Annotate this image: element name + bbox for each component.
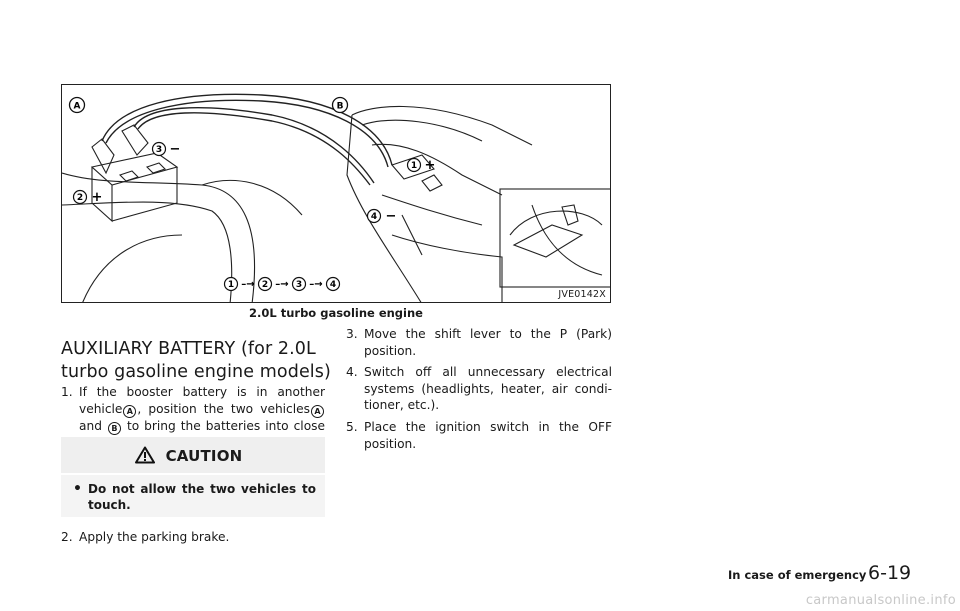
vehicle-b-icon: B bbox=[108, 422, 121, 435]
bullet-icon: • bbox=[73, 481, 82, 497]
vehicle-a-icon: A bbox=[311, 405, 324, 418]
caution-body bbox=[61, 475, 325, 517]
step-text: Place the ignition switch in the OFF position. bbox=[364, 420, 612, 451]
caution-header bbox=[61, 437, 325, 473]
terminal-3-sign: − bbox=[169, 142, 181, 157]
watermark: carmanualsonline.info bbox=[805, 593, 956, 608]
step-text: If the booster battery is in another vehicle A , position the two vehicles A and B to bring the batteries into close bbox=[79, 385, 325, 433]
section-heading: AUXILIARY BATTERY (for 2.0L turbo gasoline engine models) bbox=[61, 339, 331, 382]
callout-a-label: A bbox=[73, 101, 81, 112]
terminal-2-label: 2 bbox=[76, 193, 84, 203]
terminal-3-label: 3 bbox=[155, 145, 163, 155]
svg-text:1: 1 bbox=[227, 280, 235, 290]
terminal-1-label: 1 bbox=[410, 161, 418, 171]
svg-text:4: 4 bbox=[329, 280, 337, 290]
svg-text:–→: –→ bbox=[309, 279, 323, 290]
svg-text:3: 3 bbox=[295, 280, 303, 290]
step-number: 4. bbox=[346, 365, 358, 379]
caution-title: CAUTION bbox=[165, 447, 243, 465]
figure-code: JVE0142X bbox=[558, 289, 606, 300]
callout-b-label: B bbox=[336, 101, 344, 112]
svg-text:–→: –→ bbox=[275, 279, 289, 290]
step-text: Move the shift lever to the P (Park) position. bbox=[364, 327, 612, 358]
svg-text:2: 2 bbox=[261, 280, 269, 290]
svg-text:–→: –→ bbox=[241, 279, 255, 290]
step-number: 2. bbox=[61, 530, 73, 544]
vehicle-a-icon: A bbox=[123, 405, 136, 418]
caution-item: Do not allow the two vehicles to touch. bbox=[88, 482, 316, 512]
jump-start-diagram bbox=[62, 85, 611, 303]
step-number: 5. bbox=[346, 420, 358, 434]
step-text: Apply the parking brake. bbox=[79, 530, 230, 544]
left-clamp-black bbox=[122, 125, 148, 155]
figure-caption: 2.0L turbo gasoline engine bbox=[249, 306, 423, 320]
connection-sequence bbox=[225, 278, 340, 291]
footer-section-title: In case of emergency bbox=[728, 568, 867, 582]
terminal-4-sign: − bbox=[385, 209, 397, 224]
step-5 bbox=[346, 419, 612, 452]
terminal-2-sign: + bbox=[91, 190, 103, 205]
step-3 bbox=[346, 326, 612, 359]
left-clamp-red bbox=[92, 139, 114, 173]
page-number: 6-19 bbox=[868, 562, 912, 584]
step-number: 3. bbox=[346, 327, 358, 341]
step-number: 1. bbox=[61, 385, 73, 399]
step-4 bbox=[346, 364, 612, 414]
step-2 bbox=[61, 529, 325, 546]
step-text: Switch off all unnecessary electrical systems (headlights, heater, air condi-tioner, etc.). bbox=[364, 365, 612, 412]
terminal-4-label: 4 bbox=[370, 212, 378, 222]
caution-box bbox=[61, 437, 325, 517]
terminal-1-sign: + bbox=[424, 158, 436, 173]
illustration-figure bbox=[61, 84, 611, 303]
